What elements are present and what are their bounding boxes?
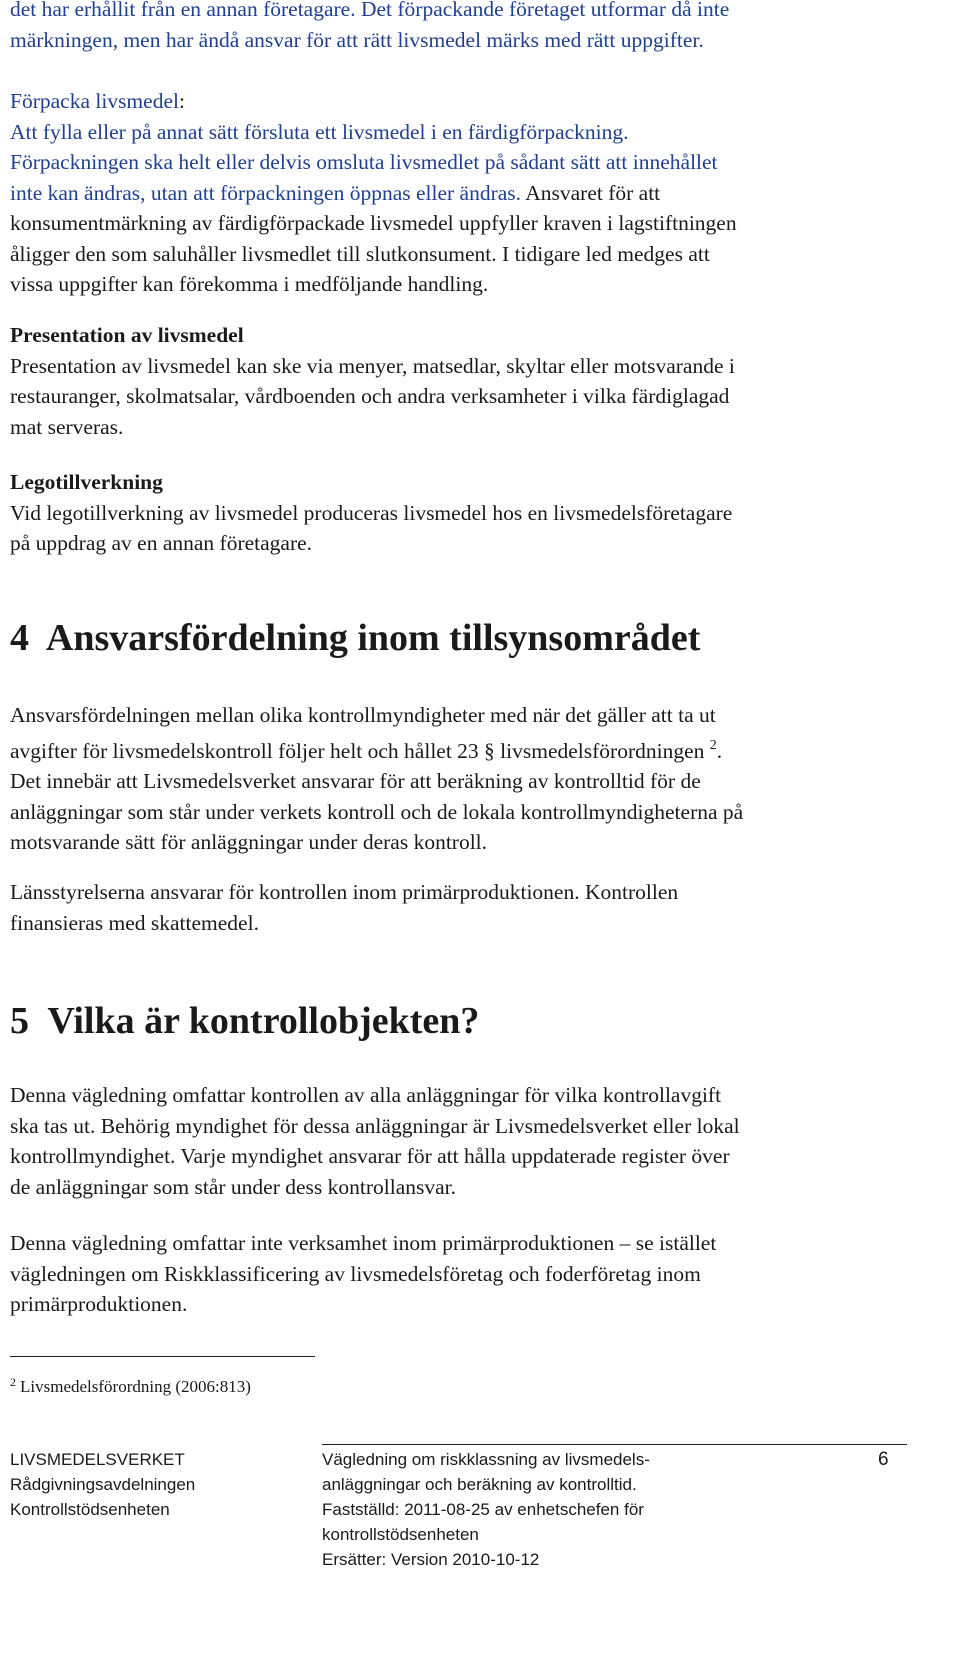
footer-document-info <box>322 1447 772 1572</box>
definition-line: I tidigare led medges att <box>496 241 710 266</box>
paragraph-line: avgifter för livsmedelskontroll följer helt och hållet 23 § livsmedelsförordningen <box>10 738 710 763</box>
intro-line: märkningen, men har ändå ansvar för att rätt livsmedel märks med rätt uppgifter. <box>10 27 704 52</box>
intro-paragraph <box>10 0 729 55</box>
paragraph-line: kontrollmyndighet. Varje myndighet ansvarar för att hålla uppdaterade register över <box>10 1144 730 1168</box>
paragraph-line: anläggningar som står under verkets kontroll och de lokala kontrollmyndigheterna på <box>10 799 744 824</box>
footer-established-line: kontrollstödsenheten <box>322 1525 479 1544</box>
definition-line: Ansvaret för att <box>521 180 661 205</box>
definition-line: Förpackningen ska helt eller delvis omsluta livsmedlet på sådant sätt att innehållet <box>10 150 718 174</box>
definition-line: Vid legotillverkning av livsmedel produceras livsmedel hos en livsmedelsföretagare <box>10 500 733 525</box>
footer-replaces: Ersätter: Version 2010-10-12 <box>322 1550 540 1569</box>
definition-line: på uppdrag av en annan företagare. <box>10 531 313 555</box>
definition-line: vissa uppgifter kan förekomma i medföljande handling. <box>10 272 489 296</box>
definition-heading: Legotillverkning <box>10 470 163 494</box>
section-5-heading: 5 Vilka är kontrollobjekten? <box>10 1000 480 1042</box>
paragraph-line: Det innebär att Livsmedelsverket ansvarar för att beräkning av kontrolltid för de <box>10 769 701 793</box>
paragraph-line: Länsstyrelserna ansvarar för kontrollen inom primärproduktionen. Kontrollen <box>10 880 679 904</box>
definition-line: Presentation av livsmedel kan ske via menyer, matsedlar, skyltar eller motsvarande i <box>10 353 735 378</box>
footnote-number: 2 <box>10 1375 16 1389</box>
definition-line: inte kan ändras, utan att förpackningen öppnas eller ändras. <box>10 180 522 205</box>
footnote <box>10 1370 251 1399</box>
footer-department: Rådgivningsavdelningen <box>10 1475 196 1494</box>
definition-line: konsumentmärkning av färdigförpackade livsmedel uppfyller kraven i lagstiftningen <box>10 211 737 235</box>
footnote-reference[interactable]: 2 <box>709 737 717 753</box>
footer-established-line: Fastställd: 2011-08-25 av enhetschefen för <box>322 1500 644 1519</box>
paragraph-line: primärproduktionen. <box>10 1292 188 1316</box>
paragraph-line: Denna vägledning omfattar kontrollen av alla anläggningar för vilka kontrollavgift <box>10 1083 722 1107</box>
definition-legotillverkning <box>10 467 732 559</box>
definition-line: restauranger, skolmatsalar, vårdboenden och andra verksamheter i vilka färdiglagad <box>10 384 730 408</box>
paragraph-line: Ansvarsfördelningen mellan olika kontrollmyndigheter med när det gäller att ta ut <box>10 703 716 727</box>
period: . <box>716 738 723 763</box>
section-4-paragraph-1 <box>10 700 743 858</box>
paragraph-line: finansieras med skattemedel. <box>10 910 259 935</box>
paragraph-line: Denna vägledning omfattar inte verksamhet inom primärproduktionen – se istället <box>10 1231 717 1255</box>
footer-org-name: LIVSMEDELSVERKET <box>10 1450 185 1469</box>
definition-line: Att fylla eller på annat sätt försluta ett livsmedel i en färdigförpackning. <box>10 119 629 144</box>
section-4-heading: 4 Ansvarsfördelning inom tillsynsområdet <box>10 617 701 659</box>
footer-title-line: anläggningar och beräkning av kontrolltid. <box>322 1475 637 1494</box>
paragraph-line: motsvarande sätt för anläggningar under deras kontroll. <box>10 830 488 854</box>
colon: : <box>178 89 185 113</box>
page-number: 6 <box>878 1449 889 1470</box>
paragraph-line: ska tas ut. Behörig myndighet för dessa anläggningar är Livsmedelsverket eller lokal <box>10 1113 740 1138</box>
intro-line: det har erhållit från en annan företagare. Det förpackande företaget utformar då inte <box>10 0 730 21</box>
footer-unit: Kontrollstödsenheten <box>10 1500 170 1519</box>
definition-line: åligger den som saluhåller livsmedlet till slutkonsument. <box>10 241 497 266</box>
definition-presentation <box>10 320 735 442</box>
section-5-paragraph-1 <box>10 1080 740 1202</box>
footer-organization <box>10 1447 195 1522</box>
definition-line: mat serveras. <box>10 414 124 439</box>
footer-title-line: Vägledning om riskklassning av livsmedels- <box>322 1450 650 1469</box>
footnote-text: Livsmedelsförordning (2006:813) <box>20 1377 251 1396</box>
definition-heading: Förpacka livsmedel <box>10 89 179 113</box>
definition-heading: Presentation av livsmedel <box>10 323 244 347</box>
section-4-paragraph-2 <box>10 877 678 938</box>
definition-forpacka <box>10 86 737 300</box>
footer-divider <box>322 1444 907 1445</box>
footnote-divider <box>10 1356 315 1357</box>
paragraph-line: vägledningen om Riskklassificering av livsmedelsföretag och foderföretag inom <box>10 1261 701 1286</box>
section-5-paragraph-2 <box>10 1228 716 1320</box>
paragraph-line: de anläggningar som står under dess kontrollansvar. <box>10 1174 457 1199</box>
